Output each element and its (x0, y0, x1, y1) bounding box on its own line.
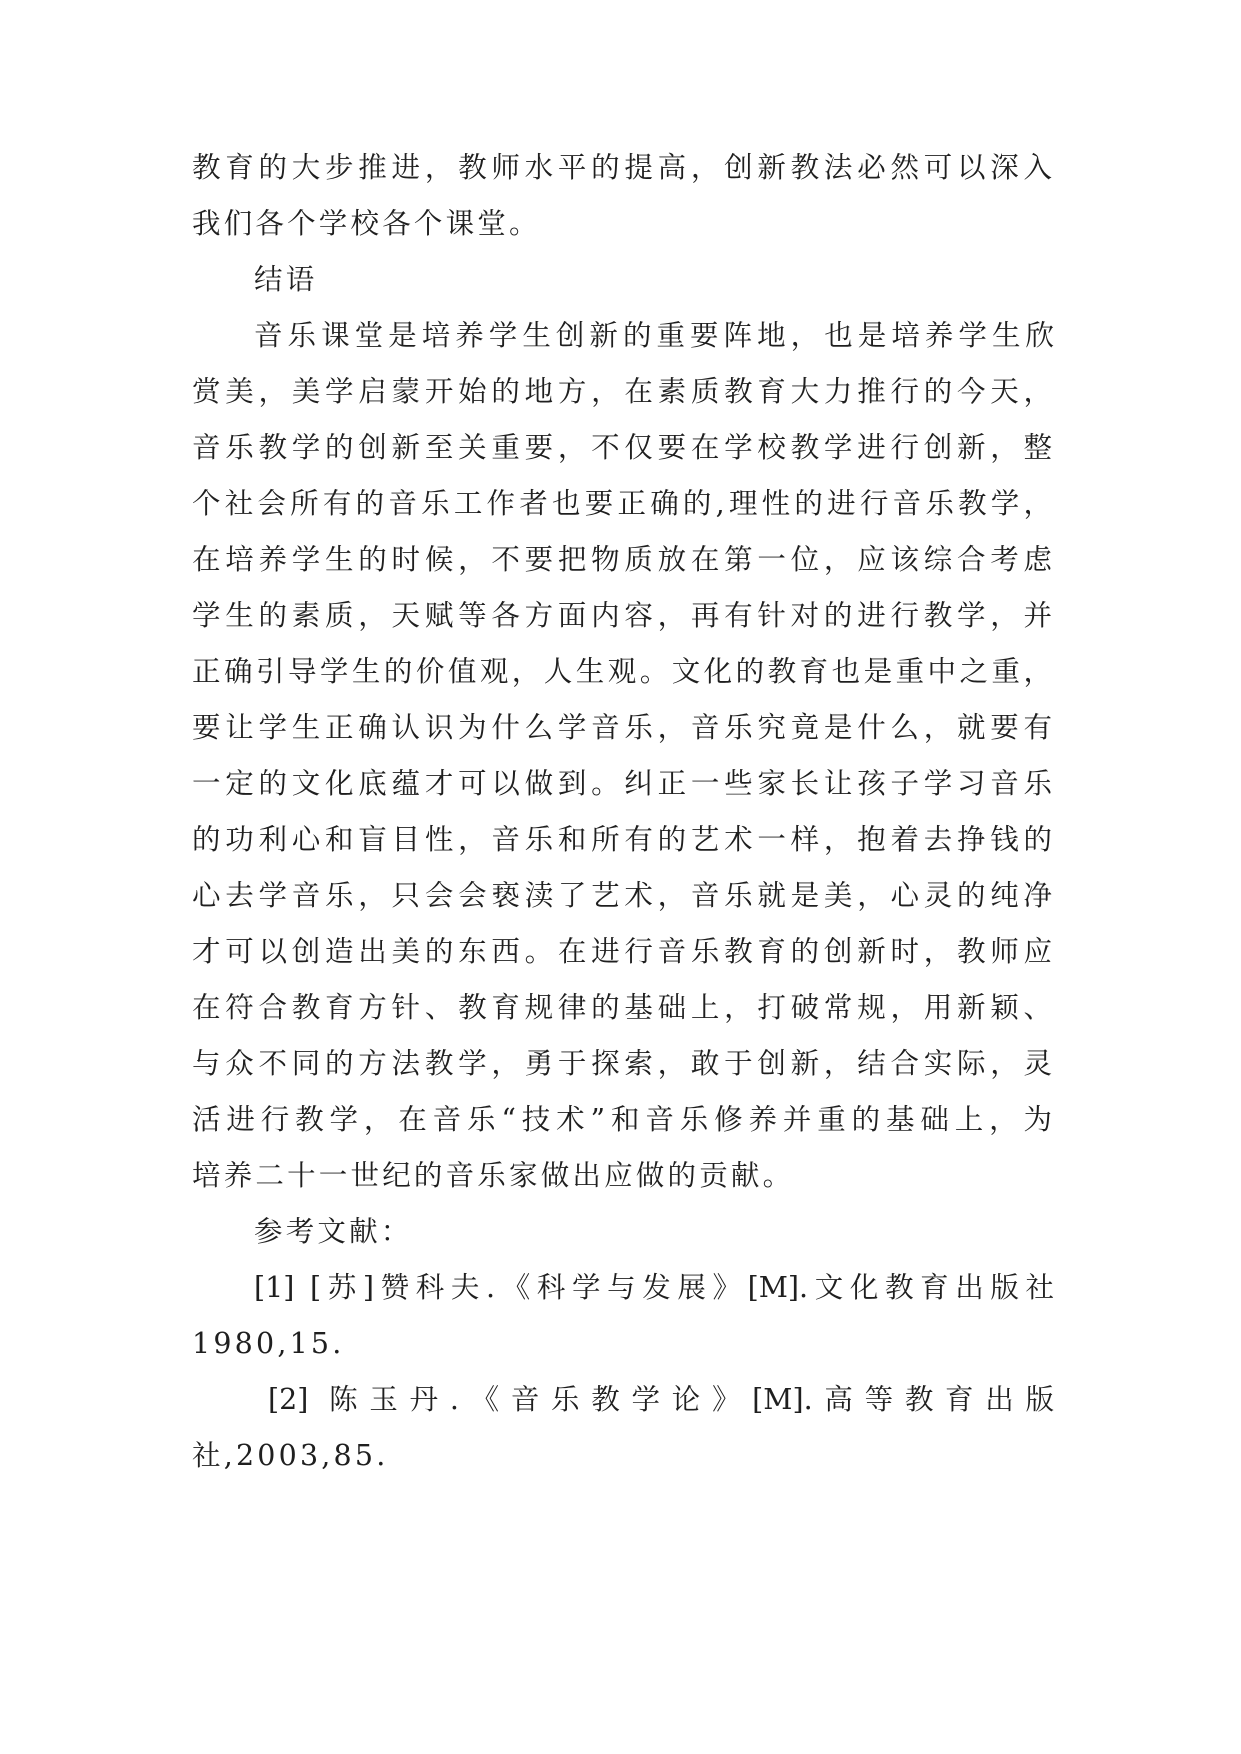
body-line: 个社会所有的音乐工作者也要正确的,理性的进行音乐教学， (192, 487, 1052, 520)
body-line: 才可以创造出美的东西。在进行音乐教育的创新时，教师应 (192, 935, 1052, 968)
body-line: 正确引导学生的价值观，人生观。文化的教育也是重中之重， (192, 655, 1052, 688)
body-line: 一定的文化底蕴才可以做到。纠正一些家长让孩子学习音乐 (192, 767, 1052, 800)
body-line: 我们各个学校各个课堂。 (192, 207, 541, 240)
body-line: 培养二十一世纪的音乐家做出应做的贡献。 (192, 1159, 795, 1192)
references-heading: 参考文献： (254, 1215, 413, 1248)
body-line: 在培养学生的时候，不要把物质放在第一位，应该综合考虑 (192, 543, 1052, 576)
body-line: 在符合教育方针、教育规律的基础上，打破常规，用新颖、 (192, 991, 1052, 1024)
reference-entry-continuation: 1980,15. (192, 1327, 345, 1360)
reference-entry: [1] [苏]赞科夫.《科学与发展》[M].文化教育出版社 (254, 1271, 1054, 1304)
body-line: 的功利心和盲目性，音乐和所有的艺术一样，抱着去挣钱的 (192, 823, 1052, 856)
body-line: 心去学音乐，只会会亵渎了艺术，音乐就是美，心灵的纯净 (192, 879, 1052, 912)
body-line: 音乐教学的创新至关重要，不仅要在学校教学进行创新，整 (192, 431, 1052, 464)
body-line: 要让学生正确认识为什么学音乐，音乐究竟是什么，就要有 (192, 711, 1052, 744)
body-line: 与众不同的方法教学，勇于探索，敢于创新，结合实际，灵 (192, 1047, 1052, 1080)
reference-entry: [2] 陈玉丹.《音乐教学论》[M].高等教育出版 (268, 1383, 1054, 1416)
body-line: 赏美，美学启蒙开始的地方，在素质教育大力推行的今天， (192, 375, 1052, 408)
reference-entry-continuation: 社,2003,85. (192, 1439, 389, 1472)
body-line: 活进行教学，在音乐“技术”和音乐修养并重的基础上，为 (192, 1103, 1052, 1136)
body-line: 教育的大步推进，教师水平的提高，创新教法必然可以深入 (192, 151, 1052, 184)
body-line: 学生的素质，天赋等各方面内容，再有针对的进行教学，并 (192, 599, 1052, 632)
conclusion-heading: 结语 (254, 263, 318, 296)
body-line: 音乐课堂是培养学生创新的重要阵地，也是培养学生欣 (254, 319, 1054, 352)
